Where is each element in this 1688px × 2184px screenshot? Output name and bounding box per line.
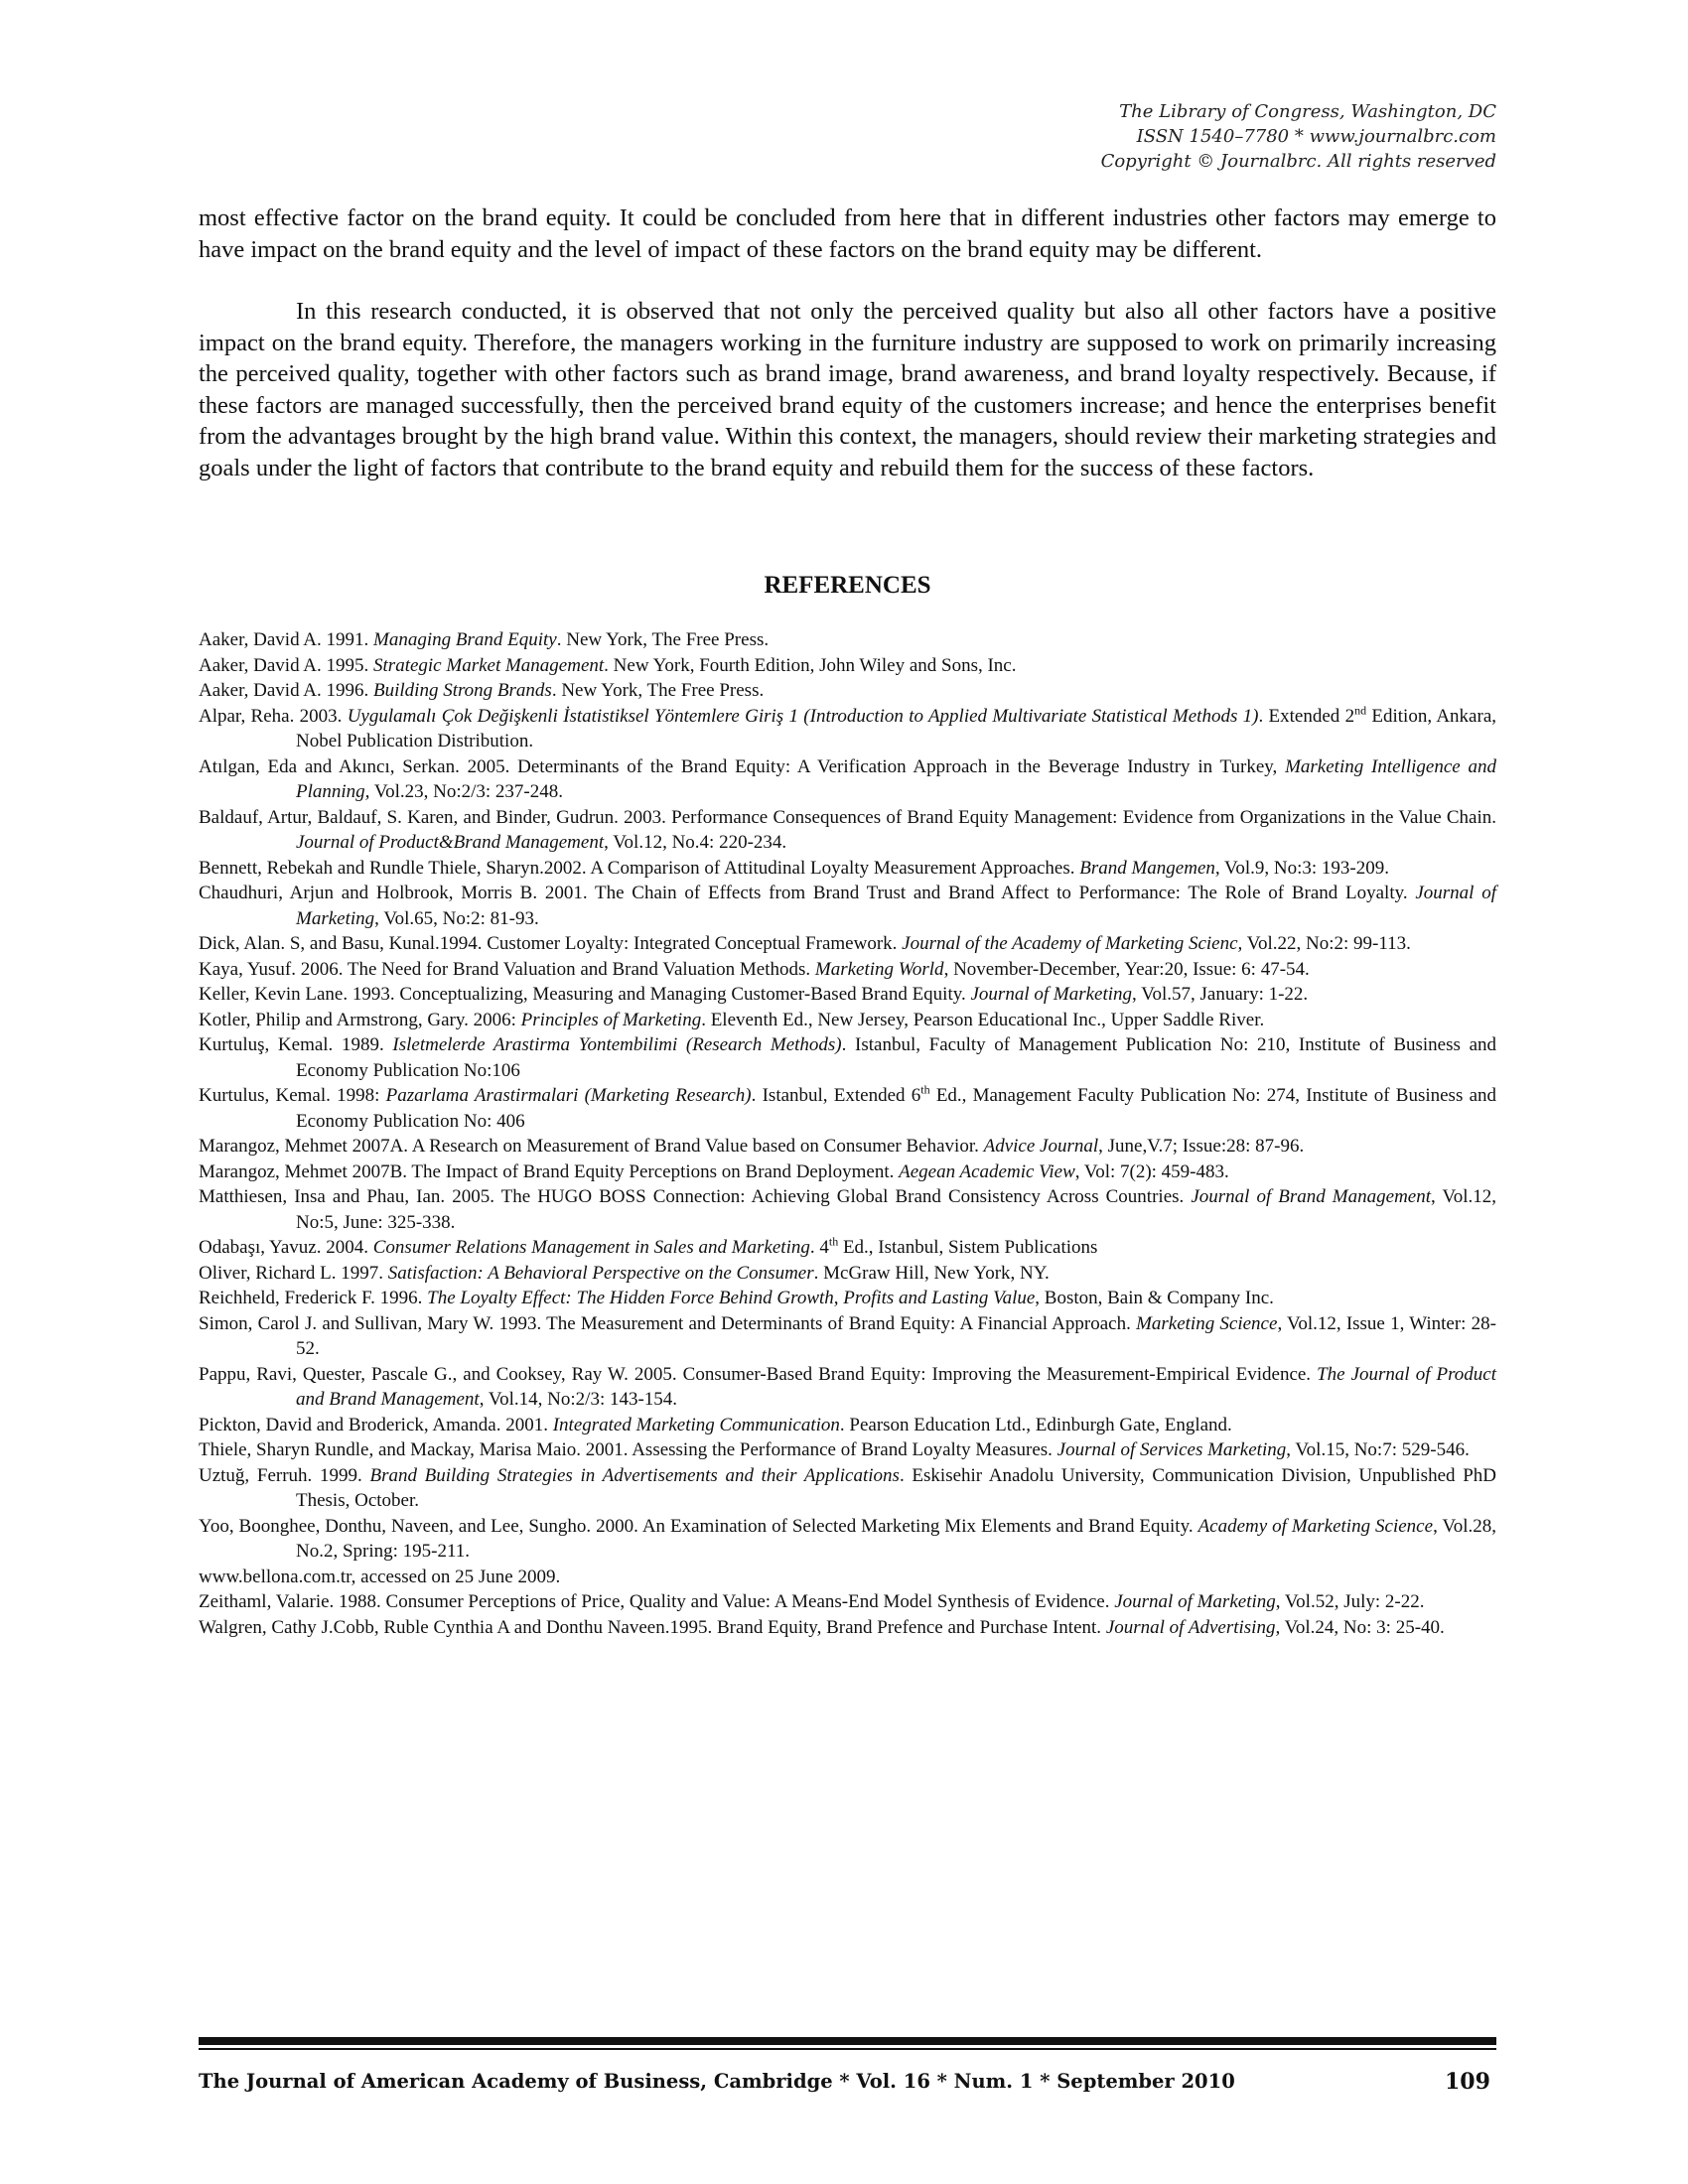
reference-text-tail: Vol.9, No:3: 193-209. <box>1219 857 1389 879</box>
reference-item <box>199 627 1496 653</box>
reference-title: Building Strong Brands <box>373 680 552 701</box>
reference-text-tail: . New York, The Free Press. <box>556 629 770 650</box>
reference-text: Kotler, Philip and Armstrong, Gary. 2006: <box>199 1009 521 1030</box>
reference-title: Isletmelerde Arastirma Yontembilimi (Research Methods) <box>392 1034 842 1055</box>
reference-text-tail: . 4 <box>809 1237 829 1258</box>
journal-header <box>901 99 1496 174</box>
reference-item <box>199 1463 1496 1514</box>
reference-text-tail: , Vol.52, July: 2-22. <box>1275 1591 1425 1612</box>
reference-item <box>199 982 1496 1008</box>
reference-text: Kurtuluş, Kemal. 1989. <box>199 1034 393 1055</box>
reference-item <box>199 1083 1496 1134</box>
reference-item <box>199 931 1496 957</box>
reference-item <box>199 881 1496 931</box>
reference-text-tail: , Vol.12, No:5, June: 325-338. <box>296 1186 1496 1233</box>
page-number: 109 <box>1445 2069 1490 2095</box>
reference-text-tail: . New York, Fourth Edition, John Wiley and Sons, Inc. <box>604 654 1017 676</box>
reference-title: Integrated Marketing Communication <box>552 1414 840 1435</box>
reference-title: Advice Journal <box>983 1136 1099 1157</box>
reference-text-tail: Vol.23, No:2/3: 237-248. <box>369 781 564 802</box>
reference-title: Marketing Intelligence and Planning, <box>296 755 1496 802</box>
reference-superscript: th <box>920 1082 930 1097</box>
paragraph-continued: most effective factor on the brand equity. It could be concluded from here that in different industries other factors may emerge to have impact on the brand equity and the level of impact of these factors on the brand equity may be different. <box>199 205 1496 263</box>
reference-title: Academy of Marketing Science <box>1197 1515 1434 1537</box>
reference-title: Journal of Marketing <box>1114 1591 1276 1612</box>
reference-text: Reichheld, Frederick F. 1996. <box>199 1288 428 1308</box>
references-list <box>199 627 1496 1640</box>
reference-item <box>199 678 1496 704</box>
reference-title: Journal of Services Marketing <box>1056 1439 1287 1460</box>
reference-text-tail: , Boston, Bain & Company Inc. <box>1035 1288 1274 1308</box>
reference-superscript: th <box>828 1234 839 1249</box>
body-text <box>199 203 1496 483</box>
reference-text: Bennett, Rebekah and Rundle Thiele, Sharyn.2002. A Comparison of Attitudinal Loyalty Measurement Approaches. <box>199 857 1080 879</box>
reference-item <box>199 1514 1496 1565</box>
references-heading: REFERENCES <box>764 572 931 599</box>
reference-text: Yoo, Boonghee, Donthu, Naveen, and Lee, Sungho. 2000. An Examination of Selected Marketing Mix Elements and Brand Equity. <box>199 1515 1198 1537</box>
reference-text: www.bellona.com.tr, accessed on 25 June 2009. <box>199 1566 561 1587</box>
reference-text: Odabaşı, Yavuz. 2004. <box>199 1237 373 1258</box>
reference-title: Aegean Academic View <box>899 1160 1075 1182</box>
reference-item <box>199 1615 1496 1641</box>
reference-title: Marketing World <box>814 958 944 980</box>
reference-text-tail: Ed., Management Faculty Publication No: 274, Institute of Business and Economy Publication No: 406 <box>296 1085 1496 1132</box>
header-line-issn: ISSN 1540–7780 * www.journalbrc.com <box>1136 126 1496 147</box>
reference-item <box>199 1032 1496 1083</box>
reference-text: Thiele, Sharyn Rundle, and Mackay, Marisa Maio. 2001. Assessing the Performance of Brand Loyalty Measures. <box>199 1439 1057 1460</box>
reference-text-tail: Vol.22, No:2: 99-113. <box>1242 933 1411 954</box>
reference-item <box>199 754 1496 805</box>
footer-rule-thick <box>199 2037 1496 2045</box>
reference-text: Atılgan, Eda and Akıncı, Serkan. 2005. Determinants of the Brand Equity: A Verification Approach in the Beverage Industry in Turkey, <box>199 755 1286 777</box>
reference-title: Journal of Marketing <box>296 883 1496 929</box>
footer-rule-thin <box>199 2048 1496 2050</box>
reference-item <box>199 957 1496 983</box>
reference-title: Strategic Market Management <box>373 654 605 676</box>
reference-item <box>199 704 1496 754</box>
reference-text: Keller, Kevin Lane. 1993. Conceptualizing, Measuring and Managing Customer-Based Brand Equity. <box>199 984 971 1005</box>
reference-item <box>199 1235 1496 1261</box>
reference-text: Aaker, David A. 1996. <box>199 680 374 701</box>
reference-text-tail: . Istanbul, Extended 6 <box>751 1085 921 1106</box>
reference-title: Consumer Relations Management in Sales and Marketing <box>372 1237 810 1258</box>
reference-text-tail: . Eskisehir Anadolu University, Communication Division, Unpublished PhD Thesis, October. <box>296 1464 1496 1511</box>
reference-text: Simon, Carol J. and Sullivan, Mary W. 1993. The Measurement and Determinants of Brand Equity: A Financial Approach. <box>199 1312 1137 1334</box>
header-line-copyright: Copyright © Journalbrc. All rights reserved <box>1100 151 1496 172</box>
reference-title: Principles of Marketing <box>520 1009 702 1030</box>
reference-title: Journal of Brand Management <box>1191 1186 1431 1207</box>
reference-text-tail: Edition, Ankara, Nobel Publication Distribution. <box>296 705 1496 751</box>
reference-text: Aaker, David A. 1991. <box>199 629 374 650</box>
footer-journal-title: The Journal of American Academy of Business, Cambridge * Vol. 16 * Num. 1 * September 2010 <box>199 2070 1235 2093</box>
reference-title: The Loyalty Effect: The Hidden Force Behind Growth, Profits and Lasting Value <box>427 1288 1036 1308</box>
reference-item <box>199 1008 1496 1033</box>
reference-item <box>199 653 1496 679</box>
reference-item <box>199 1311 1496 1362</box>
reference-text-tail: , Vol.28, No.2, Spring: 195-211. <box>296 1515 1496 1562</box>
reference-item <box>199 1589 1496 1615</box>
reference-title: Brand Mangemen, <box>1079 857 1220 879</box>
reference-text: Pappu, Ravi, Quester, Pascale G., and Cooksey, Ray W. 2005. Consumer-Based Brand Equity: Improving the Measurement-Empirical Evidence. <box>199 1363 1318 1385</box>
reference-text-tail: Ed., Istanbul, Sistem Publications <box>838 1237 1098 1258</box>
reference-text-tail: . Eleventh Ed., New Jersey, Pearson Educational Inc., Upper Saddle River. <box>701 1009 1265 1030</box>
reference-title: The Journal of Product and Brand Management <box>296 1363 1496 1410</box>
reference-text-tail: Vol.24, No: 3: 25-40. <box>1280 1616 1445 1638</box>
reference-text-tail: . Istanbul, Faculty of Management Publication No: 210, Institute of Business and Economy Publication No:106 <box>296 1034 1497 1081</box>
reference-title: Managing Brand Equity <box>373 629 557 650</box>
reference-text-tail: , Vol.65, No:2: 81-93. <box>374 907 539 929</box>
paragraph-conclusion: In this research conducted, it is observed that not only the perceived quality but also all other factors have a positive impact on the brand equity. Therefore, the managers working in the furniture industry are supposed to work on primarily increasing the perceived quality, together with other factors such as brand image, brand awareness, and brand loyalty respectively. Because, if these factors are managed successfully, then the perceived brand equity of the customers increase; and hence the enterprises benefit from the advantages brought by the high brand value. Within this context, the managers, should review their marketing strategies and goals under the light of factors that contribute to the brand equity and rebuild them for the success of these factors. <box>199 298 1496 481</box>
reference-text: Chaudhuri, Arjun and Holbrook, Morris B. 2001. The Chain of Effects from Brand Trust and Brand Affect to Performance: The Role of Brand Loyalty. <box>199 883 1416 903</box>
reference-title: Journal of the Academy of Marketing Scienc, <box>902 933 1243 954</box>
reference-item <box>199 1261 1496 1287</box>
reference-title: Marketing Science <box>1136 1312 1278 1334</box>
reference-item <box>199 1565 1496 1590</box>
reference-title: Uygulamalı Çok Değişkenli İstatistiksel Yöntemlere Giriş 1 (Introduction to Applied Multivariate Statistical Methods 1) <box>347 705 1259 727</box>
reference-item <box>199 1184 1496 1235</box>
reference-text: Kaya, Yusuf. 2006. The Need for Brand Valuation and Brand Valuation Methods. <box>199 958 815 980</box>
reference-text: Alpar, Reha. 2003. <box>199 705 348 727</box>
reference-text: Pickton, David and Broderick, Amanda. 2001. <box>199 1414 553 1435</box>
reference-text: Marangoz, Mehmet 2007B. The Impact of Brand Equity Perceptions on Brand Deployment. <box>199 1160 900 1182</box>
reference-text-tail: , Vol.12, No.4: 220-234. <box>604 832 787 853</box>
reference-text: Aaker, David A. 1995. <box>199 654 374 676</box>
reference-text: Dick, Alan. S, and Basu, Kunal.1994. Customer Loyalty: Integrated Conceptual Framework. <box>199 933 903 954</box>
reference-text: Zeithaml, Valarie. 1988. Consumer Perceptions of Price, Quality and Value: A Means-End Model Synthesis of Evidence. <box>199 1591 1115 1612</box>
reference-title: Journal of Advertising, <box>1105 1616 1281 1638</box>
reference-item <box>199 1362 1496 1413</box>
reference-item <box>199 805 1496 856</box>
reference-item <box>199 1286 1496 1311</box>
reference-text-tail: , Vol: 7(2): 459-483. <box>1074 1160 1229 1182</box>
reference-item <box>199 1160 1496 1185</box>
reference-title: Journal of Marketing <box>970 984 1133 1005</box>
reference-text: Kurtulus, Kemal. 1998: <box>199 1085 386 1106</box>
reference-text: Marangoz, Mehmet 2007A. A Research on Measurement of Brand Value based on Consumer Behavior. <box>199 1136 984 1157</box>
reference-text-tail: , June,V.7; Issue:28: 87-96. <box>1098 1136 1305 1157</box>
header-line-library: The Library of Congress, Washington, DC <box>1119 101 1496 122</box>
reference-item <box>199 856 1496 882</box>
reference-text-tail: . New York, The Free Press. <box>551 680 765 701</box>
reference-text-tail: . Extended 2 <box>1258 705 1355 727</box>
reference-text-tail: . Pearson Education Ltd., Edinburgh Gate, England. <box>839 1414 1232 1435</box>
reference-superscript: nd <box>1354 703 1367 718</box>
reference-item <box>199 1413 1496 1438</box>
reference-text: Uztuğ, Ferruh. 1999. <box>199 1464 370 1486</box>
reference-item <box>199 1134 1496 1160</box>
reference-text: Oliver, Richard L. 1997. <box>199 1262 388 1284</box>
reference-text-tail: . McGraw Hill, New York, NY. <box>813 1262 1050 1284</box>
reference-text-tail: , Vol.14, No:2/3: 143-154. <box>479 1389 678 1410</box>
reference-text-tail: , Vol.15, No:7: 529-546. <box>1286 1439 1470 1460</box>
reference-text-tail: , November-December, Year:20, Issue: 6: 47-54. <box>943 958 1310 980</box>
reference-text-tail: , Vol.57, January: 1-22. <box>1132 984 1309 1005</box>
reference-item <box>199 1437 1496 1463</box>
reference-text: Baldauf, Artur, Baldauf, S. Karen, and Binder, Gudrun. 2003. Performance Consequences of Brand Equity Management: Evidence from Organizations in the Value Chain. <box>199 806 1496 828</box>
reference-text: Walgren, Cathy J.Cobb, Ruble Cynthia A and Donthu Naveen.1995. Brand Equity, Brand Prefence and Purchase Intent. <box>199 1616 1106 1638</box>
reference-text: Matthiesen, Insa and Phau, Ian. 2005. The HUGO BOSS Connection: Achieving Global Brand Consistency Across Countries. <box>199 1186 1192 1207</box>
reference-title: Brand Building Strategies in Advertisements and their Applications <box>369 1464 900 1486</box>
reference-title: Satisfaction: A Behavioral Perspective on the Consumer <box>387 1262 814 1284</box>
reference-text-tail: , Vol.12, Issue 1, Winter: 28-52. <box>296 1312 1496 1359</box>
reference-title: Pazarlama Arastirmalari (Marketing Research) <box>385 1085 752 1106</box>
reference-title: Journal of Product&Brand Management <box>296 832 605 853</box>
